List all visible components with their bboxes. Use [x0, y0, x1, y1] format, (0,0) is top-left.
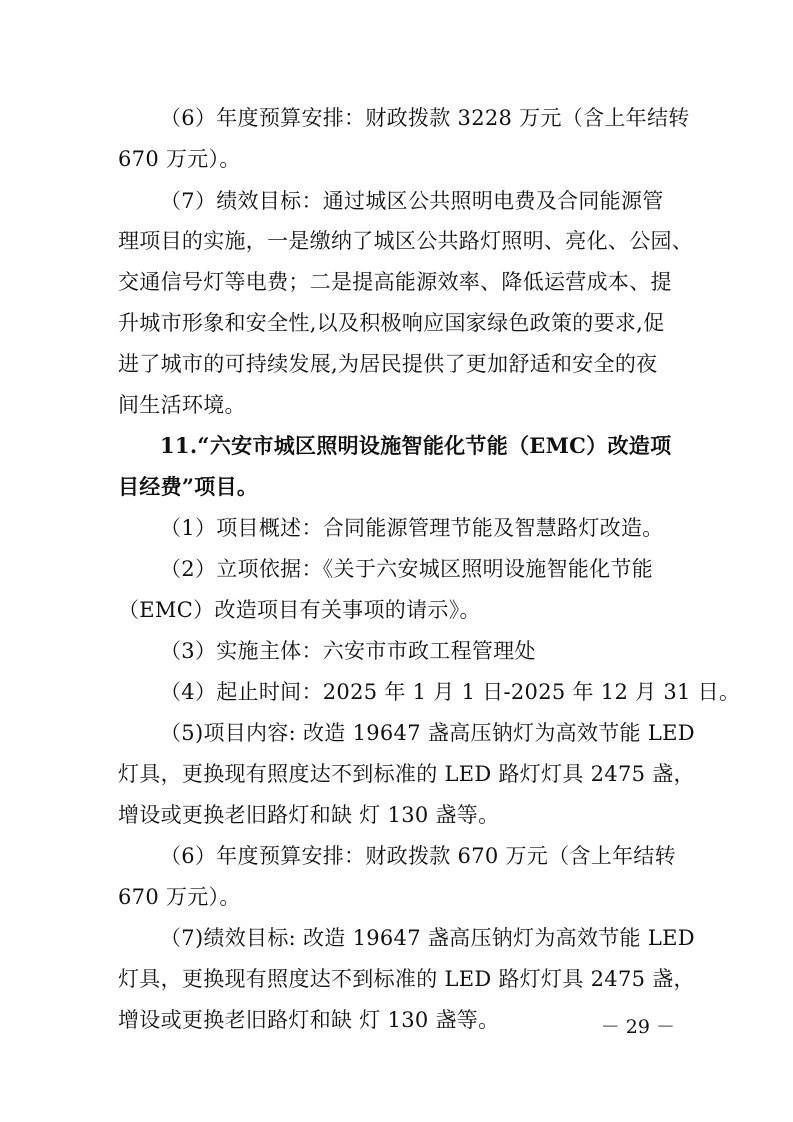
- paragraph-line: （1）项目概述：合同能源管理节能及智慧路灯改造。: [160, 516, 664, 540]
- page-number: － 29 －: [600, 1016, 675, 1038]
- paragraph-line: （EMC）改造项目有关事项的请示》。: [118, 598, 481, 622]
- section-heading: 目经费”项目。: [118, 474, 259, 499]
- paragraph-line: （5)项目内容: 改造 19647 盏高压钠灯为高效节能 LED: [160, 721, 695, 745]
- paragraph-line: 交通信号灯等电费；二是提高能源效率、降低运营成本、提: [118, 270, 672, 294]
- paragraph-line: 灯具，更换现有照度达不到标准的 LED 路灯灯具 2475 盏，: [118, 762, 695, 786]
- paragraph-line: （6）年度预算安排：财政拨款 670 万元（含上年结转: [160, 844, 676, 868]
- paragraph-line: 间生活环境。: [118, 393, 246, 417]
- paragraph-line: 670 万元）。: [118, 147, 241, 171]
- paragraph-line: 升城市形象和安全性,以及积极响应国家绿色政策的要求,促: [118, 311, 665, 335]
- paragraph-line: 增设或更换老旧路灯和缺 灯 130 盏等。: [118, 1008, 500, 1032]
- paragraph-line: （4）起止时间：2025 年 1 月 1 日-2025 年 12 月 31 日。: [160, 680, 741, 704]
- paragraph-line: 理项目的实施，一是缴纳了城区公共路灯照明、亮化、公园、: [118, 229, 694, 253]
- paragraph-line: 增设或更换老旧路灯和缺 灯 130 盏等。: [118, 803, 500, 827]
- paragraph-line: （3）实施主体：六安市市政工程管理处: [160, 639, 536, 663]
- paragraph-line: （7)绩效目标: 改造 19647 盏高压钠灯为高效节能 LED: [160, 926, 695, 950]
- paragraph-line: 670 万元）。: [118, 885, 241, 909]
- paragraph-line: （2）立项依据：《关于六安城区照明设施智能化节能: [160, 557, 654, 581]
- paragraph-line: （7）绩效目标：通过城区公共照明电费及合同能源管: [160, 189, 664, 213]
- section-heading: 11.“六安市城区照明设施智能化节能（EMC）改造项: [160, 433, 672, 458]
- paragraph-line: 进了城市的可持续发展,为居民提供了更加舒适和安全的夜: [118, 352, 658, 376]
- paragraph-line: （6）年度预算安排：财政拨款 3228 万元（含上年结转: [160, 106, 690, 130]
- paragraph-line: 灯具，更换现有照度达不到标准的 LED 路灯灯具 2475 盏，: [118, 967, 695, 991]
